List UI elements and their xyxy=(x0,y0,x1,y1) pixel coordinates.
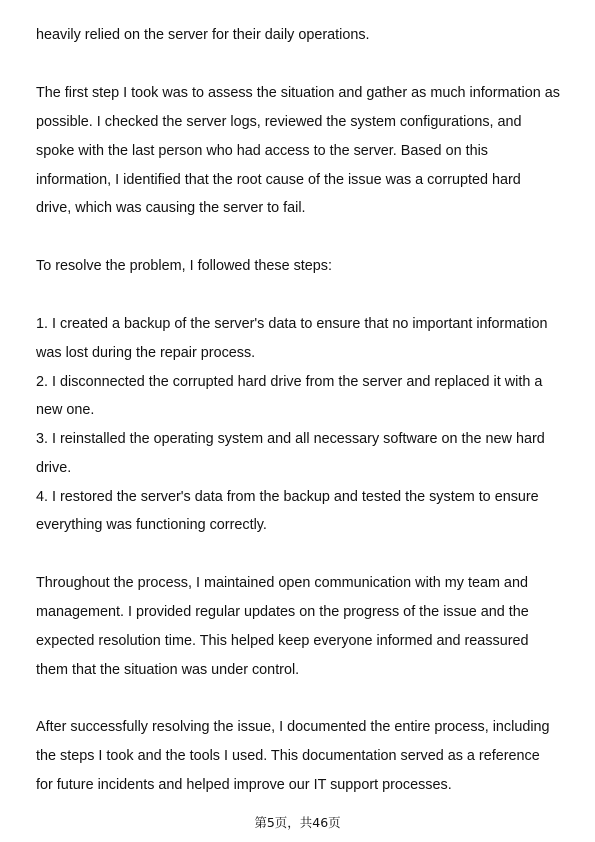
text-line: information, I identified that the root cause of the issue was a corrupted hard xyxy=(36,172,521,188)
text-line: for future incidents and helped improve our IT support processes. xyxy=(36,777,452,793)
text-line: drive. xyxy=(36,460,72,476)
text-line: the steps I took and the tools I used. This documentation served as a reference xyxy=(36,748,540,764)
text-line: spoke with the last person who had access to the server. Based on this xyxy=(36,143,488,159)
text-line: management. I provided regular updates on the progress of the issue and the xyxy=(36,604,529,620)
text-line: 3. I reinstalled the operating system and all necessary software on the new hard xyxy=(36,431,545,447)
text-line: new one. xyxy=(36,402,95,418)
text-line: everything was functioning correctly. xyxy=(36,517,267,533)
text-line: To resolve the problem, I followed these steps: xyxy=(36,258,332,274)
text-line: drive, which was causing the server to fail. xyxy=(36,200,306,216)
text-line: Throughout the process, I maintained open communication with my team and xyxy=(36,575,528,591)
text-line: heavily relied on the server for their daily operations. xyxy=(36,27,370,43)
text-line: The first step I took was to assess the situation and gather as much information as xyxy=(36,85,560,101)
text-line: 1. I created a backup of the server's data to ensure that no important information xyxy=(36,316,548,332)
text-line: After successfully resolving the issue, I documented the entire process, including xyxy=(36,719,550,735)
text-line: 2. I disconnected the corrupted hard drive from the server and replaced it with a xyxy=(36,374,543,390)
text-line: them that the situation was under control. xyxy=(36,662,300,678)
text-line: was lost during the repair process. xyxy=(36,345,256,361)
text-line: expected resolution time. This helped keep everyone informed and reassured xyxy=(36,633,529,649)
text-line: 4. I restored the server's data from the backup and tested the system to ensure xyxy=(36,489,539,505)
page-number: 第5页，共46页 xyxy=(254,815,341,830)
text-line: possible. I checked the server logs, reviewed the system configurations, and xyxy=(36,114,522,130)
